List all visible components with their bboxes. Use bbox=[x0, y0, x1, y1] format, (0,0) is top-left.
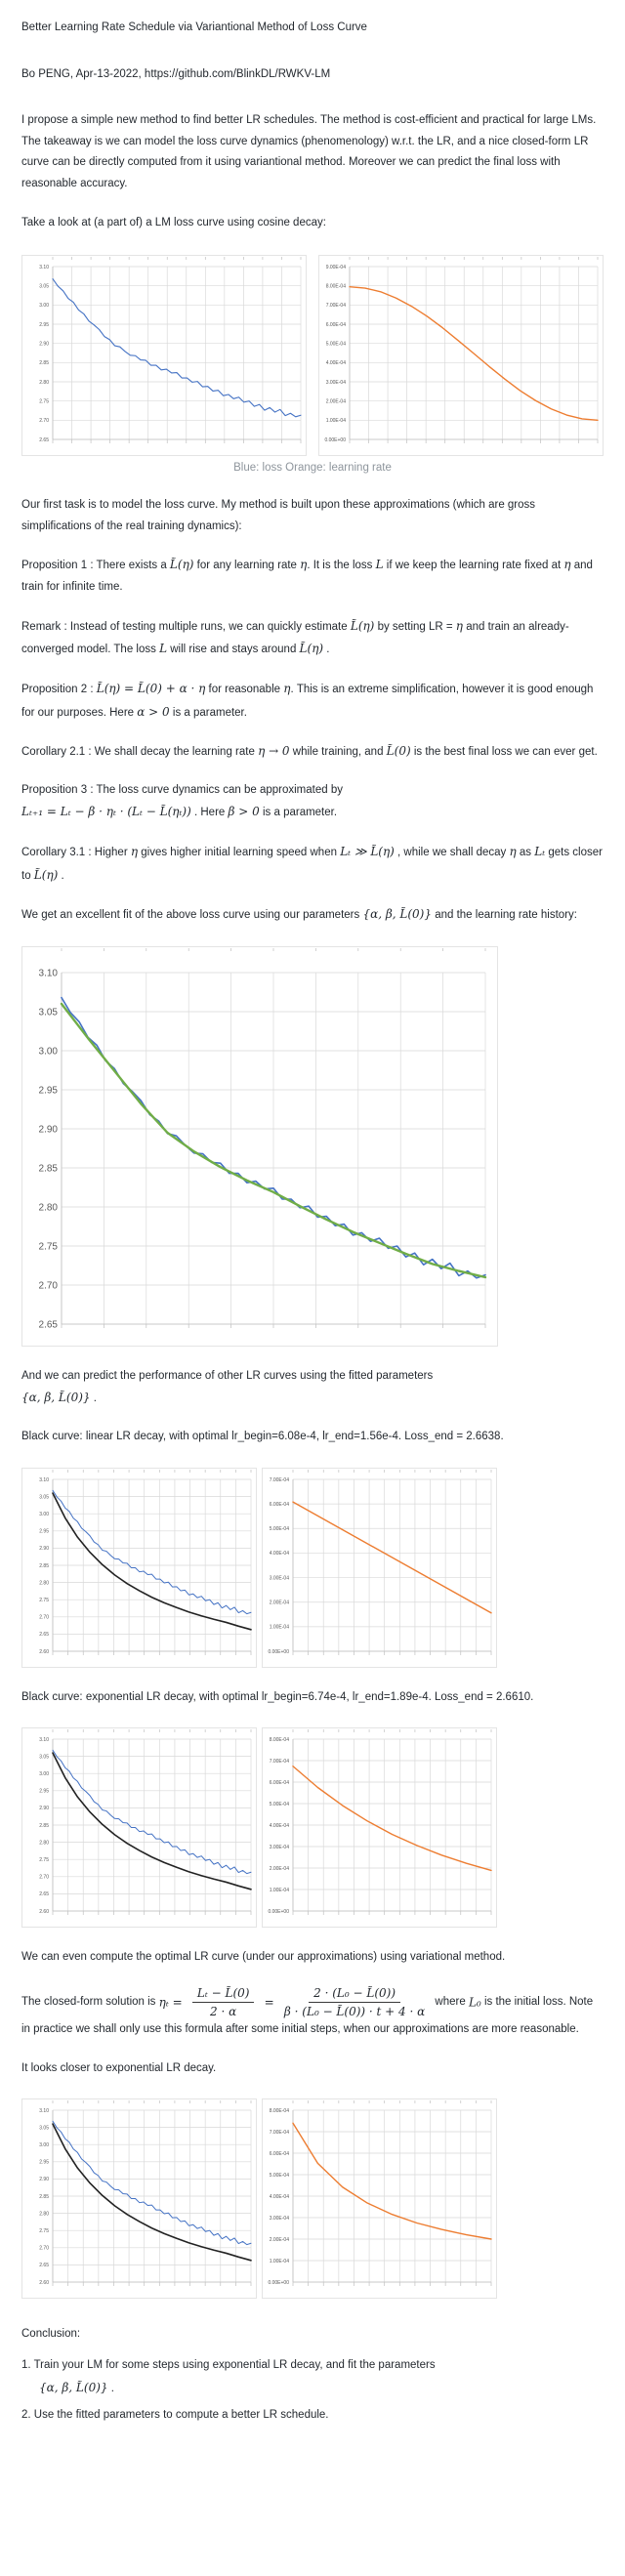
svg-text:2.85: 2.85 bbox=[39, 2194, 49, 2201]
svg-text:2.70: 2.70 bbox=[39, 1874, 49, 1881]
svg-text:1.00E-04: 1.00E-04 bbox=[269, 1624, 289, 1631]
svg-text:2.90: 2.90 bbox=[39, 1545, 49, 1552]
svg-text:2.85: 2.85 bbox=[39, 360, 49, 367]
svg-text:2.65: 2.65 bbox=[39, 1631, 49, 1638]
svg-text:2.85: 2.85 bbox=[39, 1562, 49, 1569]
svg-text:2.95: 2.95 bbox=[39, 2159, 49, 2166]
svg-text:3.00E-04: 3.00E-04 bbox=[325, 380, 346, 387]
loss-chart-exp-pred bbox=[21, 1727, 257, 1928]
svg-text:0.00E+00: 0.00E+00 bbox=[268, 2280, 289, 2287]
svg-text:0.00E+00: 0.00E+00 bbox=[324, 437, 346, 444]
svg-text:3.00: 3.00 bbox=[39, 303, 49, 310]
svg-text:2.95: 2.95 bbox=[39, 322, 49, 329]
svg-text:2.70: 2.70 bbox=[39, 2245, 49, 2252]
svg-text:9.00E-04: 9.00E-04 bbox=[325, 265, 346, 271]
svg-text:7.00E-04: 7.00E-04 bbox=[269, 1476, 289, 1483]
svg-text:1.00E-04: 1.00E-04 bbox=[269, 1888, 289, 1894]
svg-text:2.60: 2.60 bbox=[39, 1648, 49, 1655]
svg-text:3.00: 3.00 bbox=[39, 1511, 49, 1517]
svg-text:8.00E-04: 8.00E-04 bbox=[325, 283, 346, 290]
svg-text:3.05: 3.05 bbox=[38, 1007, 58, 1018]
closer-paragraph: It looks closer to exponential LR decay. bbox=[21, 2061, 217, 2074]
conclusion-title: Conclusion: bbox=[21, 2328, 81, 2341]
svg-text:2.90: 2.90 bbox=[38, 1124, 58, 1136]
closed-form-l0: L₀ bbox=[468, 1995, 481, 2010]
closed-form-paragraph bbox=[21, 1985, 604, 2042]
predict-paragraph: And we can predict the performance of other LR curves using the fitted parameters {α, β, L̃(0)} . bbox=[21, 1369, 434, 1405]
svg-text:2.65: 2.65 bbox=[38, 1319, 58, 1331]
closed-form-prefix: The closed-form solution is bbox=[21, 1995, 159, 2008]
svg-text:4.00E-04: 4.00E-04 bbox=[325, 360, 346, 367]
lr-chart-exp bbox=[262, 1727, 497, 1928]
closed-form-lhs: ηₜ = bbox=[158, 1995, 183, 2010]
svg-text:2.95: 2.95 bbox=[38, 1085, 58, 1097]
svg-text:3.00E-04: 3.00E-04 bbox=[269, 2216, 289, 2223]
svg-text:2.80: 2.80 bbox=[38, 1202, 58, 1214]
svg-text:2.70: 2.70 bbox=[38, 1280, 58, 1292]
loss-fit-chart bbox=[21, 946, 498, 1347]
svg-text:2.60: 2.60 bbox=[39, 1909, 49, 1916]
svg-text:3.00: 3.00 bbox=[38, 1046, 58, 1058]
svg-text:7.00E-04: 7.00E-04 bbox=[269, 2130, 289, 2137]
lr-chart-variational bbox=[262, 2098, 497, 2299]
svg-text:3.05: 3.05 bbox=[39, 2125, 49, 2132]
svg-text:2.70: 2.70 bbox=[39, 1614, 49, 1621]
conclusion-item-1: 1. Train your LM for some steps using exponential LR decay, and fit the parameters {α, β, L̃(0)} . bbox=[21, 2358, 436, 2394]
exponential-decay-chart-pair bbox=[21, 1727, 604, 1928]
svg-text:2.75: 2.75 bbox=[39, 398, 49, 405]
svg-text:3.05: 3.05 bbox=[39, 283, 49, 290]
intro-paragraph: I propose a simple new method to find better LR schedules. The method is cost-efficient and practical for large LMs. The takeaway is we can model the loss curve dynamics (phenomenology) w.r.t. the LR, and a nice closed-form LR curve can be directly computed from it using variantional method. Moreover we can predict the final loss with reasonable accuracy. bbox=[21, 114, 597, 190]
svg-text:2.80: 2.80 bbox=[39, 2211, 49, 2218]
svg-text:4.00E-04: 4.00E-04 bbox=[269, 1823, 289, 1830]
fraction-2-denominator: β · (L₀ − L̃(0)) · t + 4 · α bbox=[283, 2005, 426, 2019]
svg-text:2.85: 2.85 bbox=[39, 1823, 49, 1830]
svg-text:2.80: 2.80 bbox=[39, 1580, 49, 1587]
linear-decay-chart-pair bbox=[21, 1468, 604, 1668]
conclusion-item-2: 2. Use the fitted parameters to compute a better LR schedule. bbox=[21, 2409, 329, 2422]
fraction-1-denominator: 2 · α bbox=[210, 2005, 237, 2019]
svg-text:3.10: 3.10 bbox=[39, 265, 49, 271]
svg-text:3.00E-04: 3.00E-04 bbox=[269, 1574, 289, 1581]
svg-text:2.85: 2.85 bbox=[38, 1163, 58, 1175]
svg-text:8.00E-04: 8.00E-04 bbox=[269, 2108, 289, 2115]
byline: Bo PENG, Apr-13-2022, https://github.com/BlinkDL/RWKV-LM bbox=[21, 67, 331, 80]
black-linear-paragraph: Black curve: linear LR decay, with optimal lr_begin=6.08e-4, lr_end=1.56e-4. Loss_end = 2.6638. bbox=[21, 1431, 504, 1443]
svg-text:0.00E+00: 0.00E+00 bbox=[268, 1909, 289, 1916]
fraction-2-numerator: 2 · (L₀ − L̃(0)) bbox=[309, 1985, 400, 2003]
svg-text:4.00E-04: 4.00E-04 bbox=[269, 1550, 289, 1557]
page-title: Better Learning Rate Schedule via Variantional Method of Loss Curve bbox=[21, 21, 367, 33]
closed-form-fraction-2 bbox=[284, 1985, 425, 2019]
svg-text:6.00E-04: 6.00E-04 bbox=[269, 2151, 289, 2158]
svg-text:2.00E-04: 2.00E-04 bbox=[325, 398, 346, 405]
svg-text:6.00E-04: 6.00E-04 bbox=[325, 322, 346, 329]
svg-text:2.70: 2.70 bbox=[39, 418, 49, 425]
svg-text:5.00E-04: 5.00E-04 bbox=[269, 1802, 289, 1808]
svg-text:5.00E-04: 5.00E-04 bbox=[269, 1525, 289, 1532]
svg-text:3.00: 3.00 bbox=[39, 1771, 49, 1778]
remark: Remark : Instead of testing multiple runs, we can quickly estimate L̃(η) by setting LR = η and train an already-converged model. The loss L will rise and stays around L̃(η) . bbox=[21, 618, 569, 656]
svg-text:6.00E-04: 6.00E-04 bbox=[269, 1780, 289, 1787]
proposition-2: Proposition 2 : L̃(η) = L̃(0) + α · η for reasonable η. This is an extreme simplification, however it is good enough for our purposes. Here α > 0 is a parameter. bbox=[21, 681, 594, 719]
variational-paragraph: We can even compute the optimal LR curve (under our approximations) using variational method. bbox=[21, 1951, 506, 1964]
svg-text:8.00E-04: 8.00E-04 bbox=[269, 1737, 289, 1744]
svg-text:2.00E-04: 2.00E-04 bbox=[269, 1866, 289, 1873]
svg-text:5.00E-04: 5.00E-04 bbox=[269, 2173, 289, 2180]
svg-text:3.00E-04: 3.00E-04 bbox=[269, 1845, 289, 1851]
svg-text:2.80: 2.80 bbox=[39, 380, 49, 387]
svg-text:7.00E-04: 7.00E-04 bbox=[325, 303, 346, 310]
lr-chart-linear bbox=[262, 1468, 497, 1668]
svg-text:2.75: 2.75 bbox=[38, 1241, 58, 1253]
loss-chart-cosine bbox=[21, 255, 307, 456]
proposition-3: Proposition 3 : The loss curve dynamics can be approximated by Lₜ₊₁ = Lₜ − β · ηₜ · (Lₜ − L̃(ηₜ)) . Here β > 0 is a parameter. bbox=[21, 783, 343, 819]
svg-text:1.00E-04: 1.00E-04 bbox=[269, 2259, 289, 2265]
svg-text:2.95: 2.95 bbox=[39, 1788, 49, 1795]
fraction-1-numerator: Lₜ − L̃(0) bbox=[192, 1985, 255, 2003]
take-a-look-paragraph: Take a look at (a part of) a LM loss curve using cosine decay: bbox=[21, 216, 326, 229]
closed-form-fraction-1 bbox=[192, 1985, 255, 2019]
svg-text:2.65: 2.65 bbox=[39, 1891, 49, 1898]
svg-text:0.00E+00: 0.00E+00 bbox=[268, 1648, 289, 1655]
svg-text:3.10: 3.10 bbox=[39, 1737, 49, 1744]
svg-text:3.05: 3.05 bbox=[39, 1494, 49, 1501]
svg-text:2.95: 2.95 bbox=[39, 1528, 49, 1535]
variational-chart-pair bbox=[21, 2098, 604, 2299]
black-exponential-paragraph: Black curve: exponential LR decay, with optimal lr_begin=6.74e-4, lr_end=1.89e-4. Loss_end = 2.6610. bbox=[21, 1690, 534, 1703]
svg-text:3.10: 3.10 bbox=[38, 968, 58, 979]
closed-form-suffix: is the initial loss. Note in practice we shall only use this formula after some initial steps, when our approximations are more reasonable. bbox=[21, 1995, 594, 2036]
svg-text:4.00E-04: 4.00E-04 bbox=[269, 2194, 289, 2201]
svg-text:2.80: 2.80 bbox=[39, 1840, 49, 1847]
loss-chart-variational-pred bbox=[21, 2098, 257, 2299]
chart-caption: Blue: loss Orange: learning rate bbox=[233, 462, 392, 475]
svg-text:2.90: 2.90 bbox=[39, 341, 49, 348]
svg-text:2.90: 2.90 bbox=[39, 1806, 49, 1812]
closed-form-where: where bbox=[435, 1995, 469, 2008]
svg-text:2.60: 2.60 bbox=[39, 2280, 49, 2287]
svg-text:6.00E-04: 6.00E-04 bbox=[269, 1501, 289, 1508]
svg-text:2.65: 2.65 bbox=[39, 2263, 49, 2269]
svg-text:2.75: 2.75 bbox=[39, 2228, 49, 2235]
corollary-2-1: Corollary 2.1 : We shall decay the learning rate η → 0 while training, and L̃(0) is the best final loss we can ever get. bbox=[21, 744, 598, 759]
proposition-1: Proposition 1 : There exists a L̃(η) for any learning rate η. It is the loss L if we keep the learning rate fixed at η and train for infinite time. bbox=[21, 558, 593, 594]
svg-text:2.00E-04: 2.00E-04 bbox=[269, 1600, 289, 1606]
svg-text:3.10: 3.10 bbox=[39, 2108, 49, 2115]
cosine-chart-pair bbox=[21, 255, 604, 456]
closed-form-equals: = bbox=[264, 1995, 274, 2010]
lr-chart-cosine bbox=[318, 255, 604, 456]
svg-text:3.05: 3.05 bbox=[39, 1754, 49, 1761]
svg-text:2.75: 2.75 bbox=[39, 1857, 49, 1864]
svg-text:3.00: 3.00 bbox=[39, 2142, 49, 2149]
excellent-fit-paragraph: We get an excellent fit of the above loss curve using our parameters {α, β, L̃(0)} and the learning rate history: bbox=[21, 907, 577, 922]
svg-text:7.00E-04: 7.00E-04 bbox=[269, 1759, 289, 1766]
svg-text:2.00E-04: 2.00E-04 bbox=[269, 2237, 289, 2244]
svg-text:1.00E-04: 1.00E-04 bbox=[325, 418, 346, 425]
corollary-3-1: Corollary 3.1 : Higher η gives higher initial learning speed when Lₜ ≫ L̃(η) , while we shall decay η as Lₜ gets closer to L̃(η) . bbox=[21, 844, 603, 882]
svg-text:3.10: 3.10 bbox=[39, 1476, 49, 1483]
svg-text:2.75: 2.75 bbox=[39, 1597, 49, 1603]
svg-text:5.00E-04: 5.00E-04 bbox=[325, 341, 346, 348]
svg-text:2.65: 2.65 bbox=[39, 437, 49, 444]
svg-text:2.90: 2.90 bbox=[39, 2177, 49, 2183]
loss-chart-linear-pred bbox=[21, 1468, 257, 1668]
first-task-paragraph: Our first task is to model the loss curve. My method is built upon these approximations (which are gross simplifications of the real training dynamics): bbox=[21, 499, 536, 532]
